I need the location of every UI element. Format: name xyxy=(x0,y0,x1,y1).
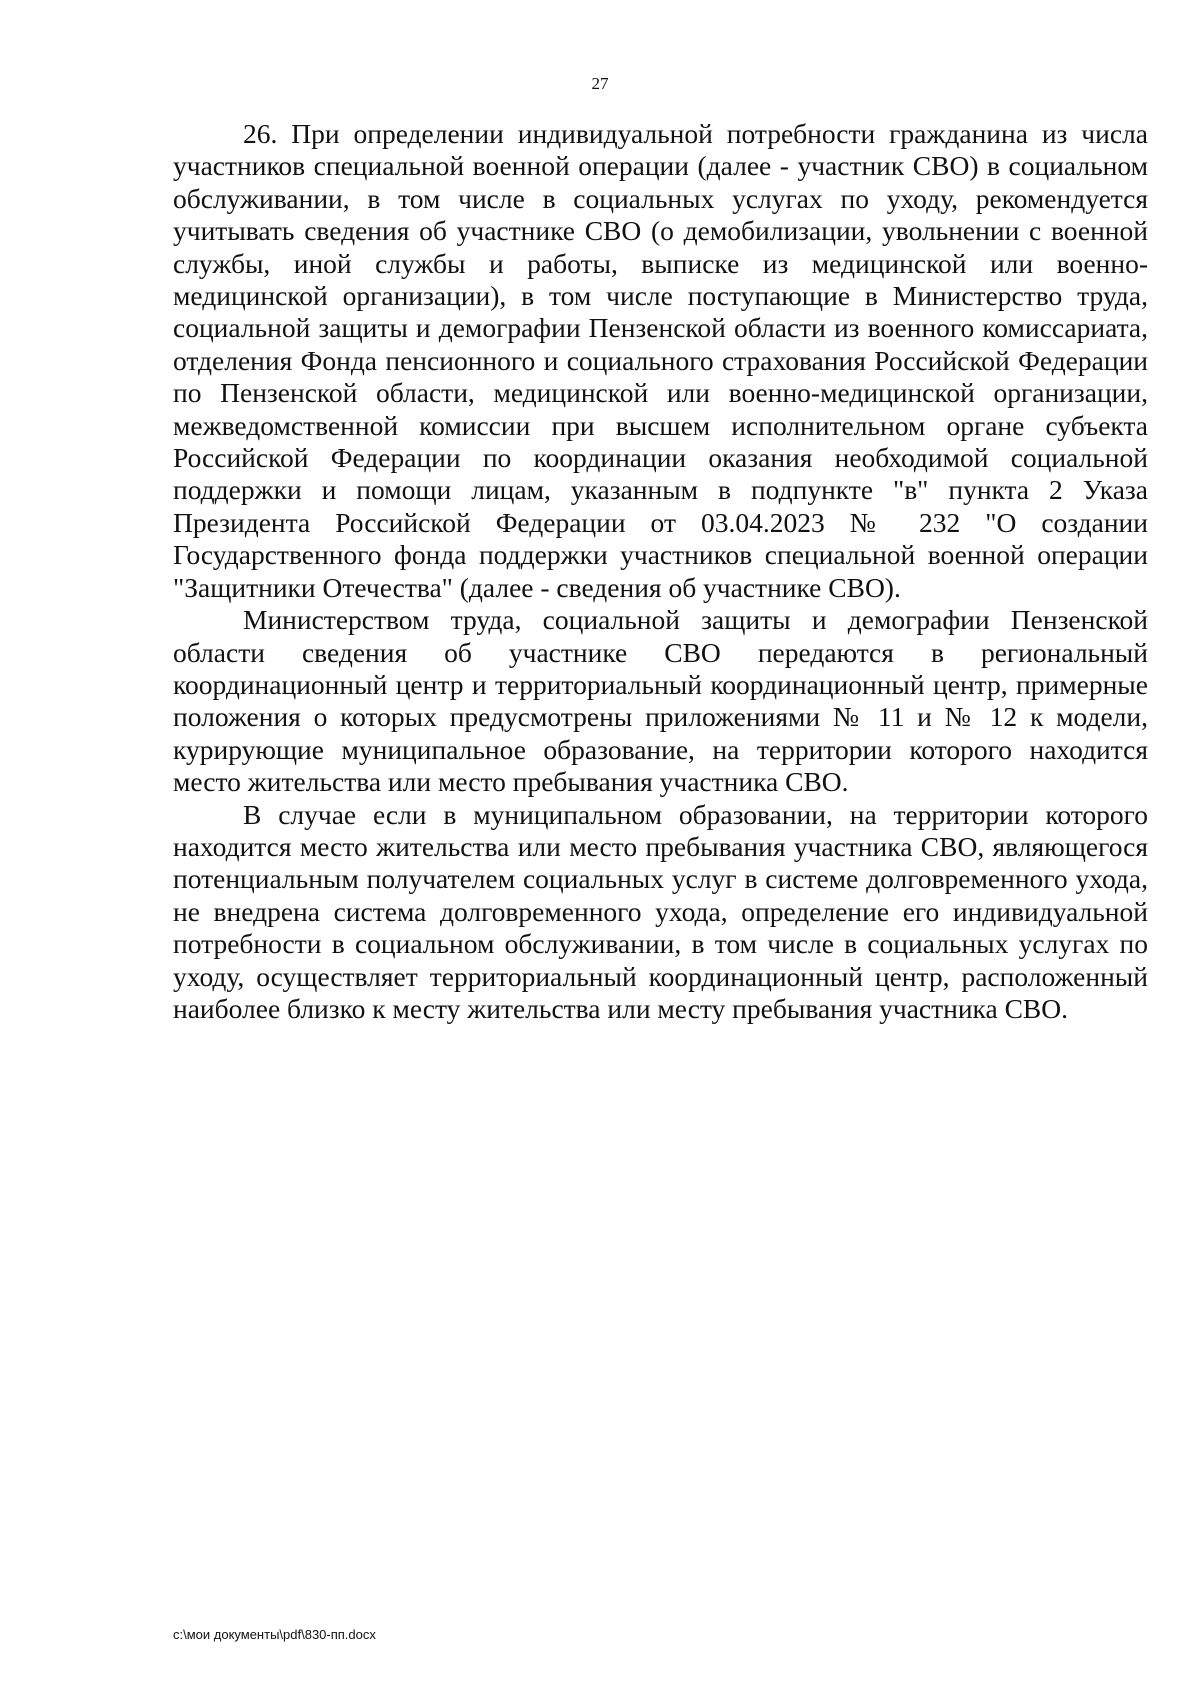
paragraph-ministry-transfer: Министерством труда, социальной защиты и демографии Пензенской области сведения об участнике СВО передаются в региональный координационный центр и территориальный координационный центр, примерные положения о которых предусмотрены приложениями № 11 и № 12 к модели, курирующие муниципальное образование, на территории которого находится место жительства или место пребывания участника СВО. xyxy=(173,604,1148,798)
document-body xyxy=(173,118,1148,1025)
page-number: 27 xyxy=(591,74,609,93)
footer-file-path: c:\мои документы\pdf\830-пп.docx xyxy=(173,1627,376,1642)
paragraph-territorial-center: В случае если в муниципальном образовании, на территории которого находится место жительства или место пребывания участника СВО, являющегося потенциальным получателем социальных услуг в системе долговременного ухода, не внедрена система долговременного ухода, определение его индивидуальной потребности в социальном обслуживании, в том числе в социальных услугах по уходу, осуществляет территориальный координационный центр, расположенный наиболее близко к месту жительства или месту пребывания участника СВО. xyxy=(173,798,1148,1024)
paragraph-26: 26. При определении индивидуальной потребности гражданина из числа участников специальной военной операции (далее - участник СВО) в социальном обслуживании, в том числе в социальных услугах по уходу, рекомендуется учитывать сведения об участнике СВО (о демобилизации, увольнении с военной службы, иной службы и работы, выписке из медицинской или военно-медицинской организации), в том числе поступающие в Министерство труда, социальной защиты и демографии Пензенской области из военного комиссариата, отделения Фонда пенсионного и социального страхования Российской Федерации по Пензенской области, медицинской или военно-медицинской организации, межведомственной комиссии при высшем исполнительном органе субъекта Российской Федерации по координации оказания необходимой социальной поддержки и помощи лицам, указанным в подпункте "в" пункта 2 Указа Президента Российской Федерации от 03.04.2023 № 232 "О создании Государственного фонда поддержки участников специальной военной операции "Защитники Отечества" (далее - сведения об участнике СВО). xyxy=(173,118,1148,603)
